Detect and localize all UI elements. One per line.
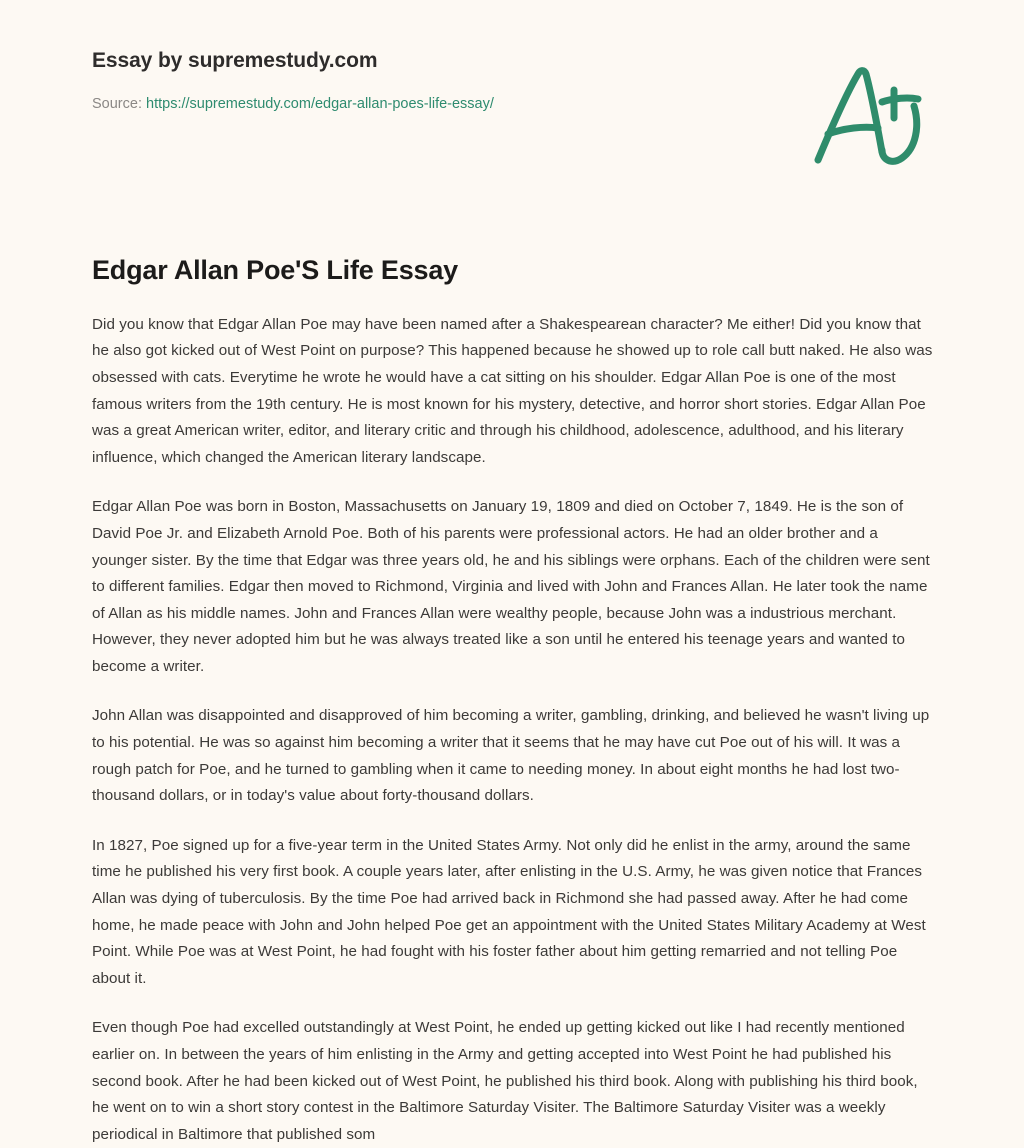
source-label: Source:	[92, 96, 142, 113]
page-header	[0, 0, 1024, 200]
article-paragraph: In 1827, Poe signed up for a five-year term in the United States Army. Not only did he enlist in the army, around the same time he published his very first book. A couple years later, after enlisting in the U.S. Army, he was given notice that Frances Allan was dying of tuberculosis. By the time Poe had arrived back in Richmond she had passed away. After he had come home, he made peace with John and John helped Poe get an appointment with the United States Military Academy at West Point. While Poe was at West Point, he had fought with his foster father about him getting remarried and not telling Poe about it.	[92, 836, 926, 987]
article-body	[92, 312, 937, 1148]
article-paragraph: John Allan was disappointed and disapproved of him becoming a writer, gambling, drinking, and believed he wasn't living up to his potential. He was so against him becoming a writer that it seems that he may have cut Poe out of his will. It was a rough patch for Poe, and he turned to gambling when it came to needing money. In about eight months he had lost two-thousand dollars, or in today's value about forty-thousand dollars.	[92, 707, 930, 805]
a-plus-logo-icon	[806, 56, 936, 176]
article-paragraph: Did you know that Edgar Allan Poe may have been named after a Shakespearean character? Me either! Did you know that he also got kicked out of West Point on purpose? This happened because he showed up to role call butt naked. He also was obsessed with cats. Everytime he wrote he would have a cat sitting on his shoulder. Edgar Allan Poe is one of the most famous writers from the 19th century. He is most known for his mystery, detective, and horror short stories. Edgar Allan Poe was a great American writer, editor, and literary critic and through his childhood, adolescence, adulthood, and his literary influence, which changed the American literary landscape.	[92, 315, 933, 466]
essay-byline: Essay by supremestudy.com	[92, 49, 378, 72]
page-title: Edgar Allan Poe'S Life Essay	[92, 255, 458, 285]
source-url-link[interactable]: https://supremestudy.com/edgar-allan-poes-life-essay/	[146, 96, 494, 113]
article-paragraph: Edgar Allan Poe was born in Boston, Massachusetts on January 19, 1809 and died on October 7, 1849. He is the son of David Poe Jr. and Elizabeth Arnold Poe. Both of his parents were professional actors. He had an older brother and a younger sister. By the time that Edgar was three years old, he and his siblings were orphans. Each of the children were sent to different families. Edgar then moved to Richmond, Virginia and lived with John and Frances Allan. He later took the name of Allan as his middle names. John and Frances Allan were wealthy people, because John was a industrious merchant. However, they never adopted him but he was always treated like a son until he entered his teenage years and wanted to become a writer.	[92, 498, 930, 675]
header-text-block	[92, 48, 792, 114]
source-line	[92, 95, 792, 114]
article-paragraph: Even though Poe had excelled outstandingly at West Point, he ended up getting kicked out like I had recently mentioned earlier on. In between the years of him enlisting in the Army and getting accepted into West Point he had published his second book. After he had been kicked out of West Point, he published his third book. Along with publishing his third book, he went on to win a short story contest in the Baltimore Saturday Visiter. The Baltimore Saturday Visiter was a weekly periodical in Baltimore that published som	[92, 1019, 918, 1143]
article	[92, 254, 937, 1148]
